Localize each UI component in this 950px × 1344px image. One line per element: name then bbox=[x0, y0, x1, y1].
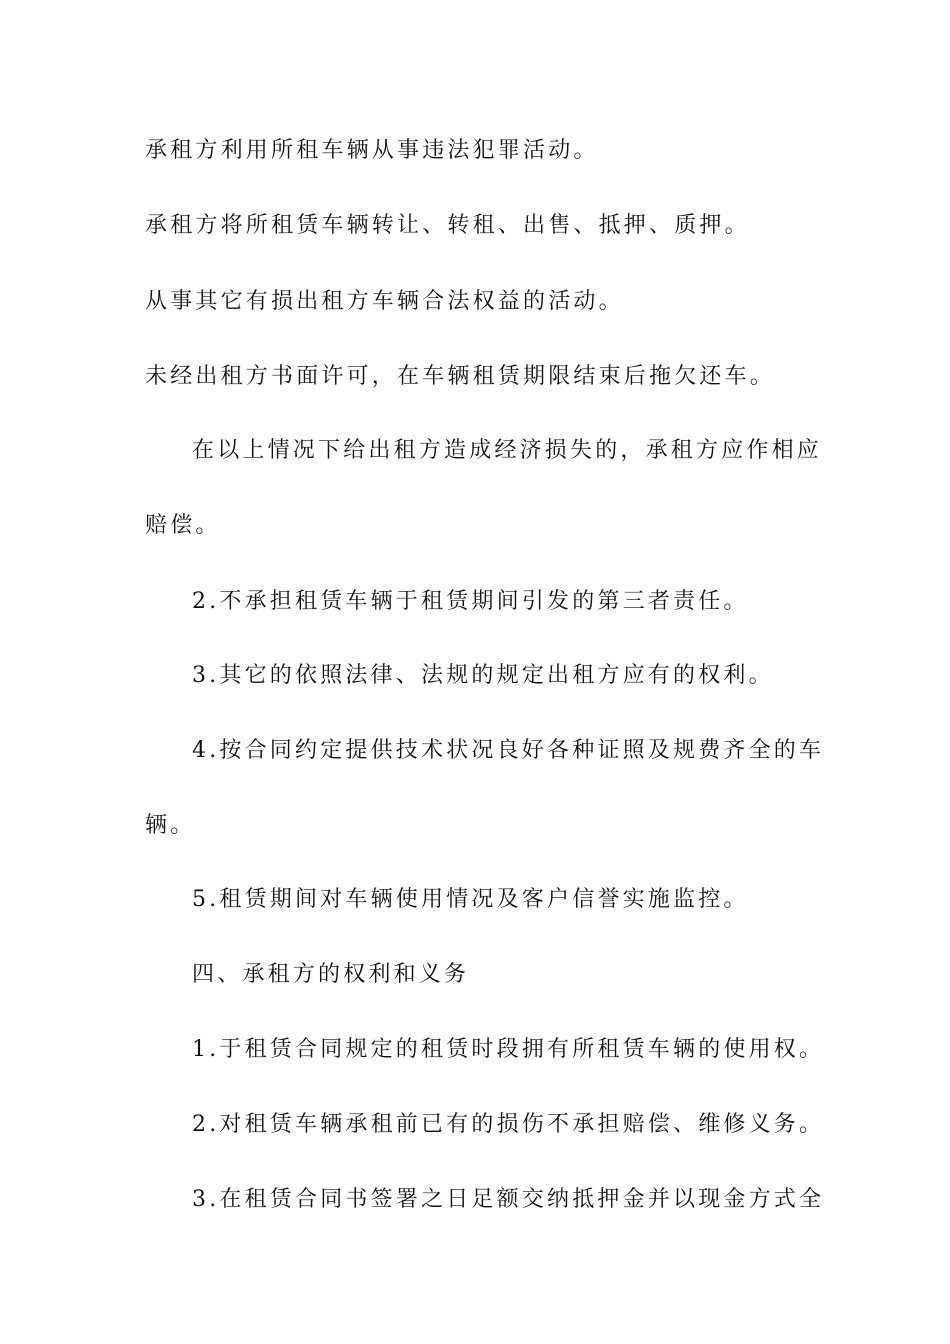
paragraph-line: 3.其它的依照法律、法规的规定出租方应有的权利。 bbox=[192, 663, 774, 688]
paragraph-line: 从事其它有损出租方车辆合法权益的活动。 bbox=[145, 289, 624, 314]
paragraph-line: 在以上情况下给出租方造成经济损失的，承租方应作相应 bbox=[192, 438, 823, 463]
paragraph-line: 1.于租赁合同规定的租赁时段拥有所租赁车辆的使用权。 bbox=[192, 1037, 825, 1062]
paragraph-line: 承租方将所租赁车辆转让、转租、出售、抵押、质押。 bbox=[145, 213, 750, 238]
paragraph-line: 未经出租方书面许可，在车辆租赁期限结束后拖欠还车。 bbox=[145, 364, 776, 389]
paragraph-line: 3.在租赁合同书签署之日足额交纳抵押金并以现金方式全 bbox=[192, 1187, 825, 1212]
paragraph-line: 4.按合同约定提供技术状况良好各种证照及规费齐全的车 bbox=[192, 738, 825, 763]
paragraph-line: 2.对租赁车辆承租前已有的损伤不承担赔偿、维修义务。 bbox=[192, 1112, 825, 1137]
paragraph-line: 5.租赁期间对车辆使用情况及客户信誉实施监控。 bbox=[192, 887, 749, 912]
paragraph-line: 辆。 bbox=[145, 813, 196, 838]
paragraph-line: 2.不承担租赁车辆于租赁期间引发的第三者责任。 bbox=[192, 589, 749, 614]
paragraph-line: 承租方利用所租车辆从事违法犯罪活动。 bbox=[145, 138, 599, 163]
paragraph-line: 赔偿。 bbox=[145, 513, 221, 538]
section-heading: 四、承租方的权利和义务 bbox=[192, 962, 470, 987]
